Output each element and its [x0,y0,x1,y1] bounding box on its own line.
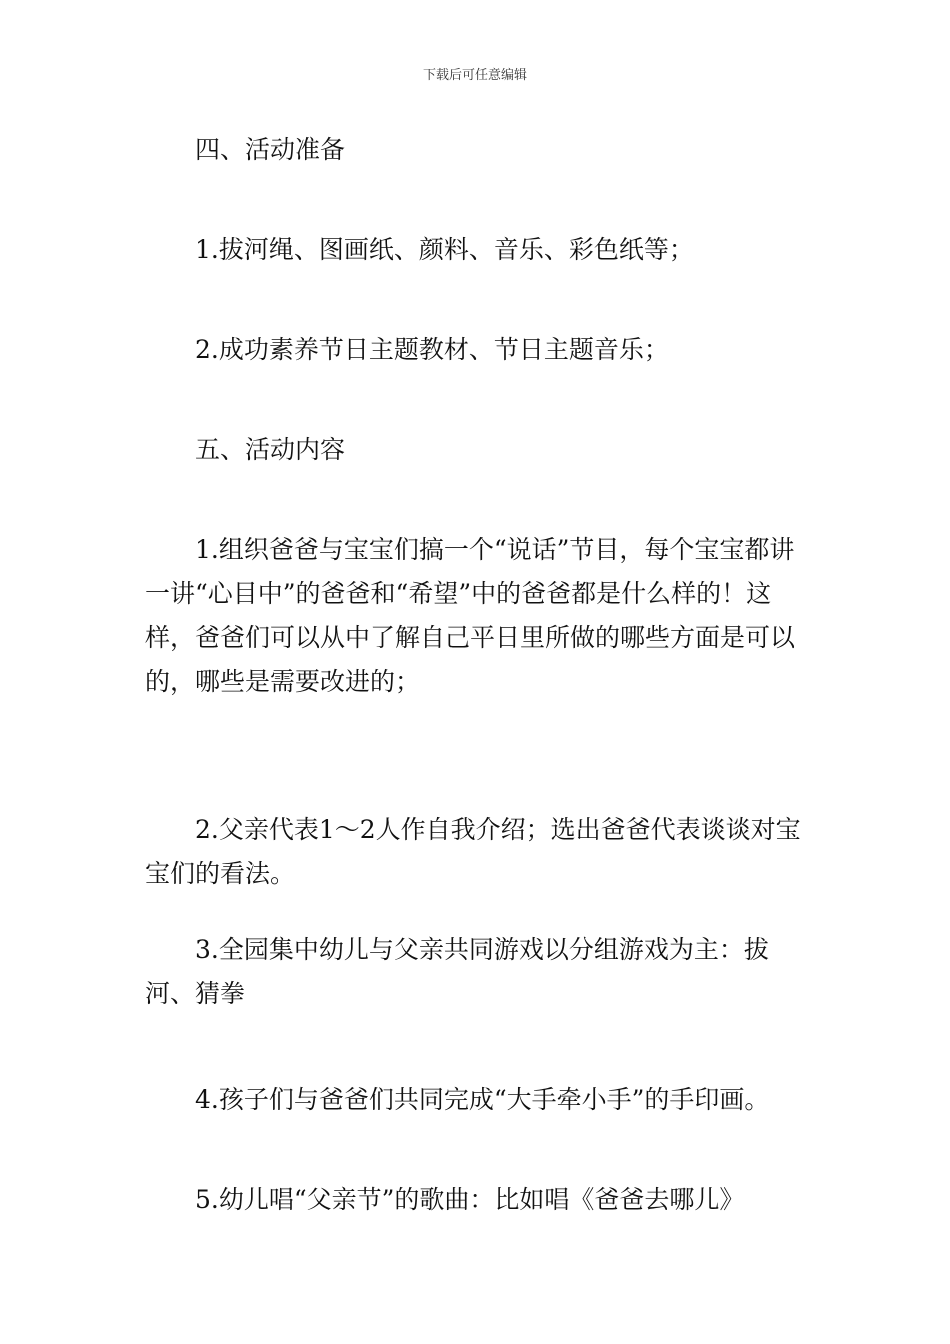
page-header: 下载后可任意编辑 [422,68,527,83]
list-item: 1.组织爸爸与宝宝们搞一个“说话”节目，每个宝宝都讲一讲“心目中”的爸爸和“希望”中的爸爸都是什么样的！这样，爸爸们可以从中了解自己平日里所做的哪些方面是可以的，哪些是需要改进的； [145,535,796,696]
list-item: 5.幼儿唱“父亲节”的歌曲：比如唱《爸爸去哪儿》 [195,1185,745,1214]
list-item: 2.父亲代表1～2人作自我介绍；选出爸爸代表谈谈对宝宝们的看法。 [145,815,801,888]
section-heading-content: 五、活动内容 [195,435,346,464]
list-item: 3.全园集中幼儿与父亲共同游戏以分组游戏为主：拔河、猜拳 [145,935,769,1008]
section-heading-preparation: 四、活动准备 [195,135,346,164]
list-item: 1.拔河绳、图画纸、颜料、音乐、彩色纸等； [195,235,694,264]
list-item: 2.成功素养节日主题教材、节日主题音乐； [195,335,669,364]
list-item: 4.孩子们与爸爸们共同完成“大手牵小手”的手印画。 [195,1085,770,1114]
